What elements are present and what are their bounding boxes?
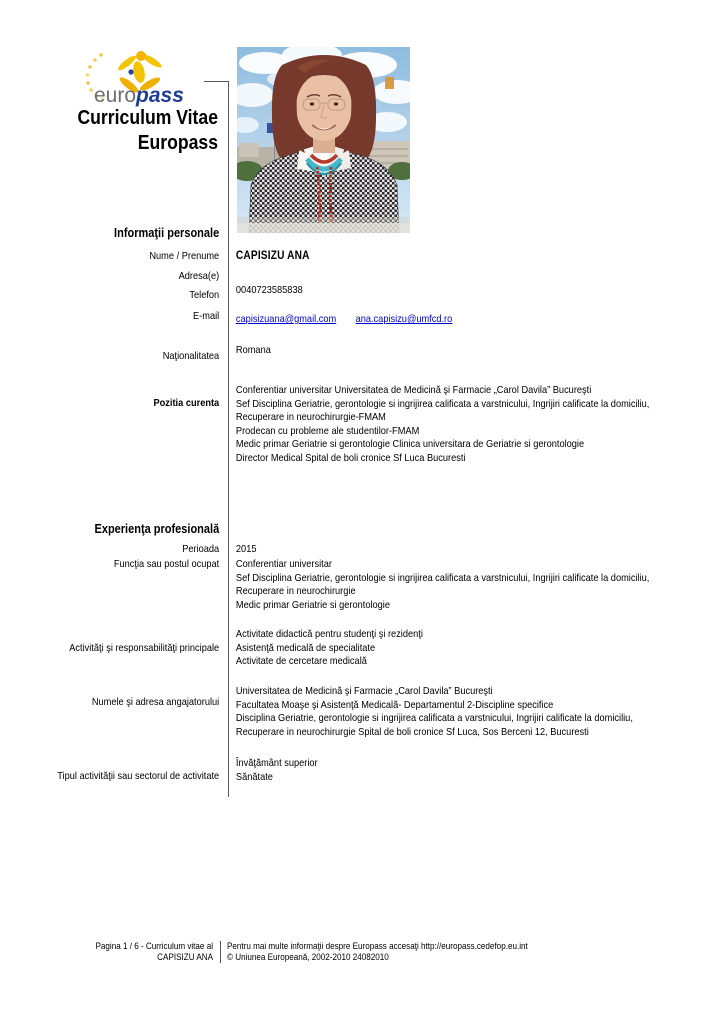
employer-line: Facultatea Moaşe şi Asistenţă Medicală- Departamentul 2-Discipline specifice bbox=[235, 698, 554, 711]
row-activities bbox=[0, 628, 724, 669]
employer-line: Universitatea de Medicină şi Farmacie „Carol Davila” Bucureşti bbox=[235, 685, 493, 697]
europass-logo bbox=[84, 48, 216, 113]
row-email bbox=[0, 310, 724, 327]
footer-europass-info bbox=[227, 941, 528, 963]
name-value: CAPISIZU ANA bbox=[235, 250, 310, 262]
role-line: Sef Disciplina Geriatrie, gerontologie si ingrijirea calificata a varstnicului, Ingrijiri calificate la domiciliu, bbox=[235, 571, 650, 584]
name-label: Nume / Prenume bbox=[149, 250, 220, 262]
position-line: Conferentiar universitar Universitatea de Medicină şi Farmacie „Carol Davila” Bucureşti bbox=[235, 384, 592, 396]
phone-value: 0040723585838 bbox=[235, 284, 303, 296]
row-experience-heading bbox=[0, 522, 724, 537]
page-footer bbox=[0, 941, 724, 963]
period-label: Perioada bbox=[182, 543, 220, 555]
row-phone bbox=[0, 284, 724, 302]
row-role bbox=[0, 558, 724, 612]
employer-line: Disciplina Geriatrie, gerontologie si ingrijirea calificata a varstnicului, Ingrijiri calificate la domiciliu, bbox=[235, 712, 633, 724]
europass-logo-graphic bbox=[84, 48, 216, 108]
footer-page-info bbox=[21, 941, 213, 963]
footer-copyright-line: © Uniunea Europeană, 2002-2010 24082010 bbox=[227, 952, 389, 962]
activity-line: Activitate didactică pentru studenţi şi rezidenţi bbox=[235, 628, 423, 640]
document-title bbox=[26, 106, 218, 156]
row-address bbox=[0, 270, 724, 283]
footer-name-line: CAPISIZU ANA bbox=[157, 952, 213, 962]
row-period bbox=[0, 543, 724, 557]
current-position-label: Pozitia curenta bbox=[153, 397, 220, 409]
period-value: 2015 bbox=[235, 543, 257, 555]
position-line: Prodecan cu probleme ale studentilor-FMAM bbox=[235, 424, 420, 437]
email-label: E-mail bbox=[193, 310, 220, 322]
email-link-1[interactable]: capisizuana@gmail.com bbox=[235, 313, 337, 325]
employer-line: Recuperare in neurochirurgie Spital de boli cronice Sf Luca, Sos Berceni 12, Bucuresti bbox=[235, 725, 589, 738]
position-line: Recuperare in neurochirurgie-FMAM bbox=[235, 411, 386, 423]
position-line: Director Medical Spital de boli cronice Sf Luca Bucuresti bbox=[235, 451, 466, 464]
row-sector bbox=[0, 757, 724, 784]
email-link-2[interactable]: ana.capisizu@umfcd.ro bbox=[355, 313, 453, 325]
row-employer bbox=[0, 685, 724, 739]
experience-heading: Experienţa profesională bbox=[94, 522, 220, 536]
portrait-photo bbox=[237, 47, 410, 233]
position-line: Medic primar Geriatrie si gerontologie Clinica universitara de Geriatrie si gerontologie bbox=[235, 438, 585, 450]
title-line-2: Europass bbox=[137, 132, 218, 154]
employer-label: Numele şi adresa angajatorului bbox=[91, 696, 220, 708]
activity-line: Asistenţă medicală de specialitate bbox=[235, 641, 376, 654]
role-line: Conferentiar universitar bbox=[235, 558, 332, 570]
logo-pass-text: pass bbox=[136, 84, 184, 107]
footer-divider bbox=[220, 941, 221, 963]
row-current-position bbox=[0, 384, 724, 465]
sector-label: Tipul activităţii sau sectorul de activitate bbox=[57, 770, 220, 782]
footer-page-line: Pagina 1 / 6 - Curriculum vitae al bbox=[95, 941, 213, 951]
activities-label: Activităţi şi responsabilităţi principale bbox=[69, 642, 220, 654]
activity-line: Activitate de cercetare medicală bbox=[235, 655, 367, 667]
sector-line: Învăţământ superior bbox=[235, 757, 318, 769]
nationality-value: Romana bbox=[235, 344, 271, 356]
sector-line: Sănătate bbox=[235, 770, 273, 783]
title-line-1: Curriculum Vitae bbox=[77, 107, 218, 129]
personal-heading: Informaţii personale bbox=[114, 226, 220, 240]
nationality-label: Naţionalitatea bbox=[162, 350, 220, 362]
role-label: Funcţia sau postul ocupat bbox=[113, 558, 220, 570]
europass-wordmark bbox=[94, 84, 184, 107]
position-line: Sef Disciplina Geriatrie, gerontologie si ingrijirea calificata a varstnicului, Ingrijiri calificate la domiciliu, bbox=[235, 397, 650, 410]
footer-info-line: Pentru mai multe informaţii despre Europass accesaţi http://europass.cedefop.eu.int bbox=[227, 941, 528, 951]
logo-euro-text: euro bbox=[94, 84, 137, 107]
row-personal-heading bbox=[0, 226, 724, 241]
phone-label: Telefon bbox=[189, 289, 220, 301]
role-line: Recuperare in neurochirurgie bbox=[235, 585, 356, 597]
row-name bbox=[0, 250, 724, 264]
role-line: Medic primar Geriatrie si gerontologie bbox=[235, 598, 390, 611]
address-label: Adresa(e) bbox=[178, 270, 220, 282]
row-nationality bbox=[0, 344, 724, 363]
